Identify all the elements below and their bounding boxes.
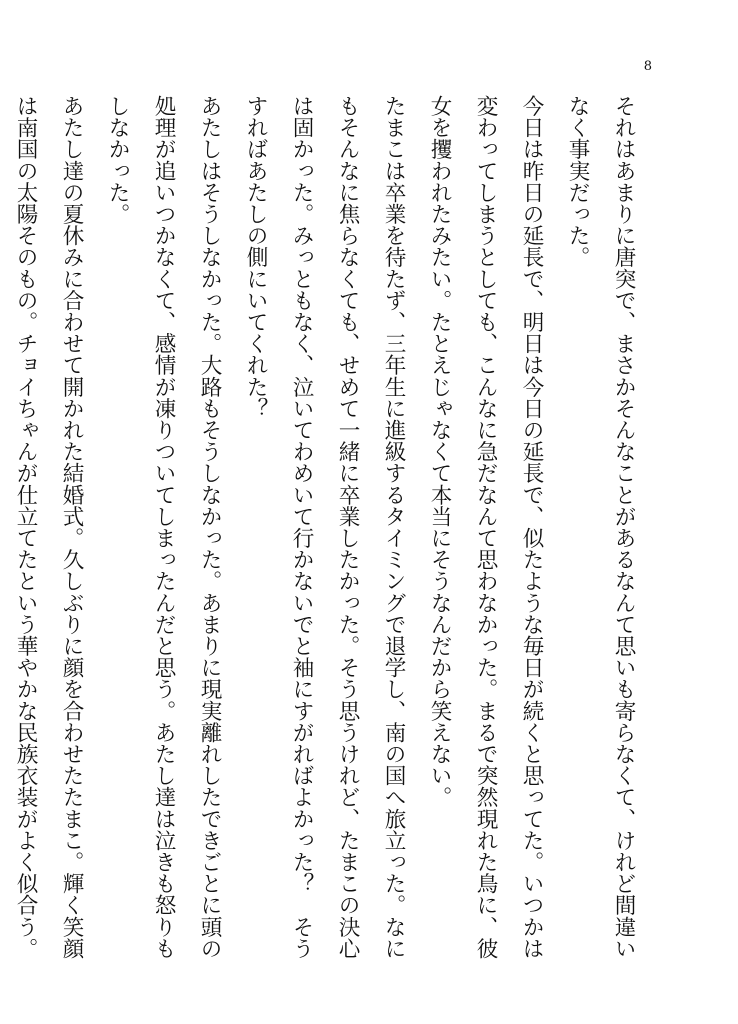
paragraph-4: あたしはそうしなかった。大路もそうしなかった。あまりに現実離れしたできごとに頭の処理が追いつかなくて、感情が凍りついてしまったんだと思う。あたし達は泣きも怒りもしなかった。 <box>105 95 222 959</box>
paragraph-2: 今日は昨日の延長で、明日は今日の延長で、似たような毎日が続くと思ってた。いつかは変わってしまうとしても、こんなに急だなんて思わなかった。まるで突然現れた鳥に、彼女を攫われたみたい。たとえじゃなくて本当にそうなんだから笑えない。 <box>427 95 544 959</box>
paragraph-1: それはあまりに唐突で、まさかそんなことがあるなんて思いも寄らなくて、けれど間違いなく事実だった。 <box>565 95 636 959</box>
page-number: 8 <box>643 59 652 74</box>
paragraph-3: たまこは卒業を待たず、三年生に進級するタイミングで退学し、南の国へ旅立った。なにもそんなに焦らなくても、せめて一緒に卒業したかった。そう思うけれど、たまこの決心は固かった。みっともなく、泣いてわめいて行かないでと袖にすがればよかった？ そうすればあたしの側にいてくれた？ <box>243 95 406 959</box>
body-text <box>13 95 646 975</box>
paragraph-5: あたし達の夏休みに合わせて開かれた結婚式。久しぶりに顔を合わせたたまこ。輝く笑顔は南国の太陽そのもの。チョイちゃんが仕立てたという華やかな民族衣装がよく似合う。 <box>13 95 84 959</box>
